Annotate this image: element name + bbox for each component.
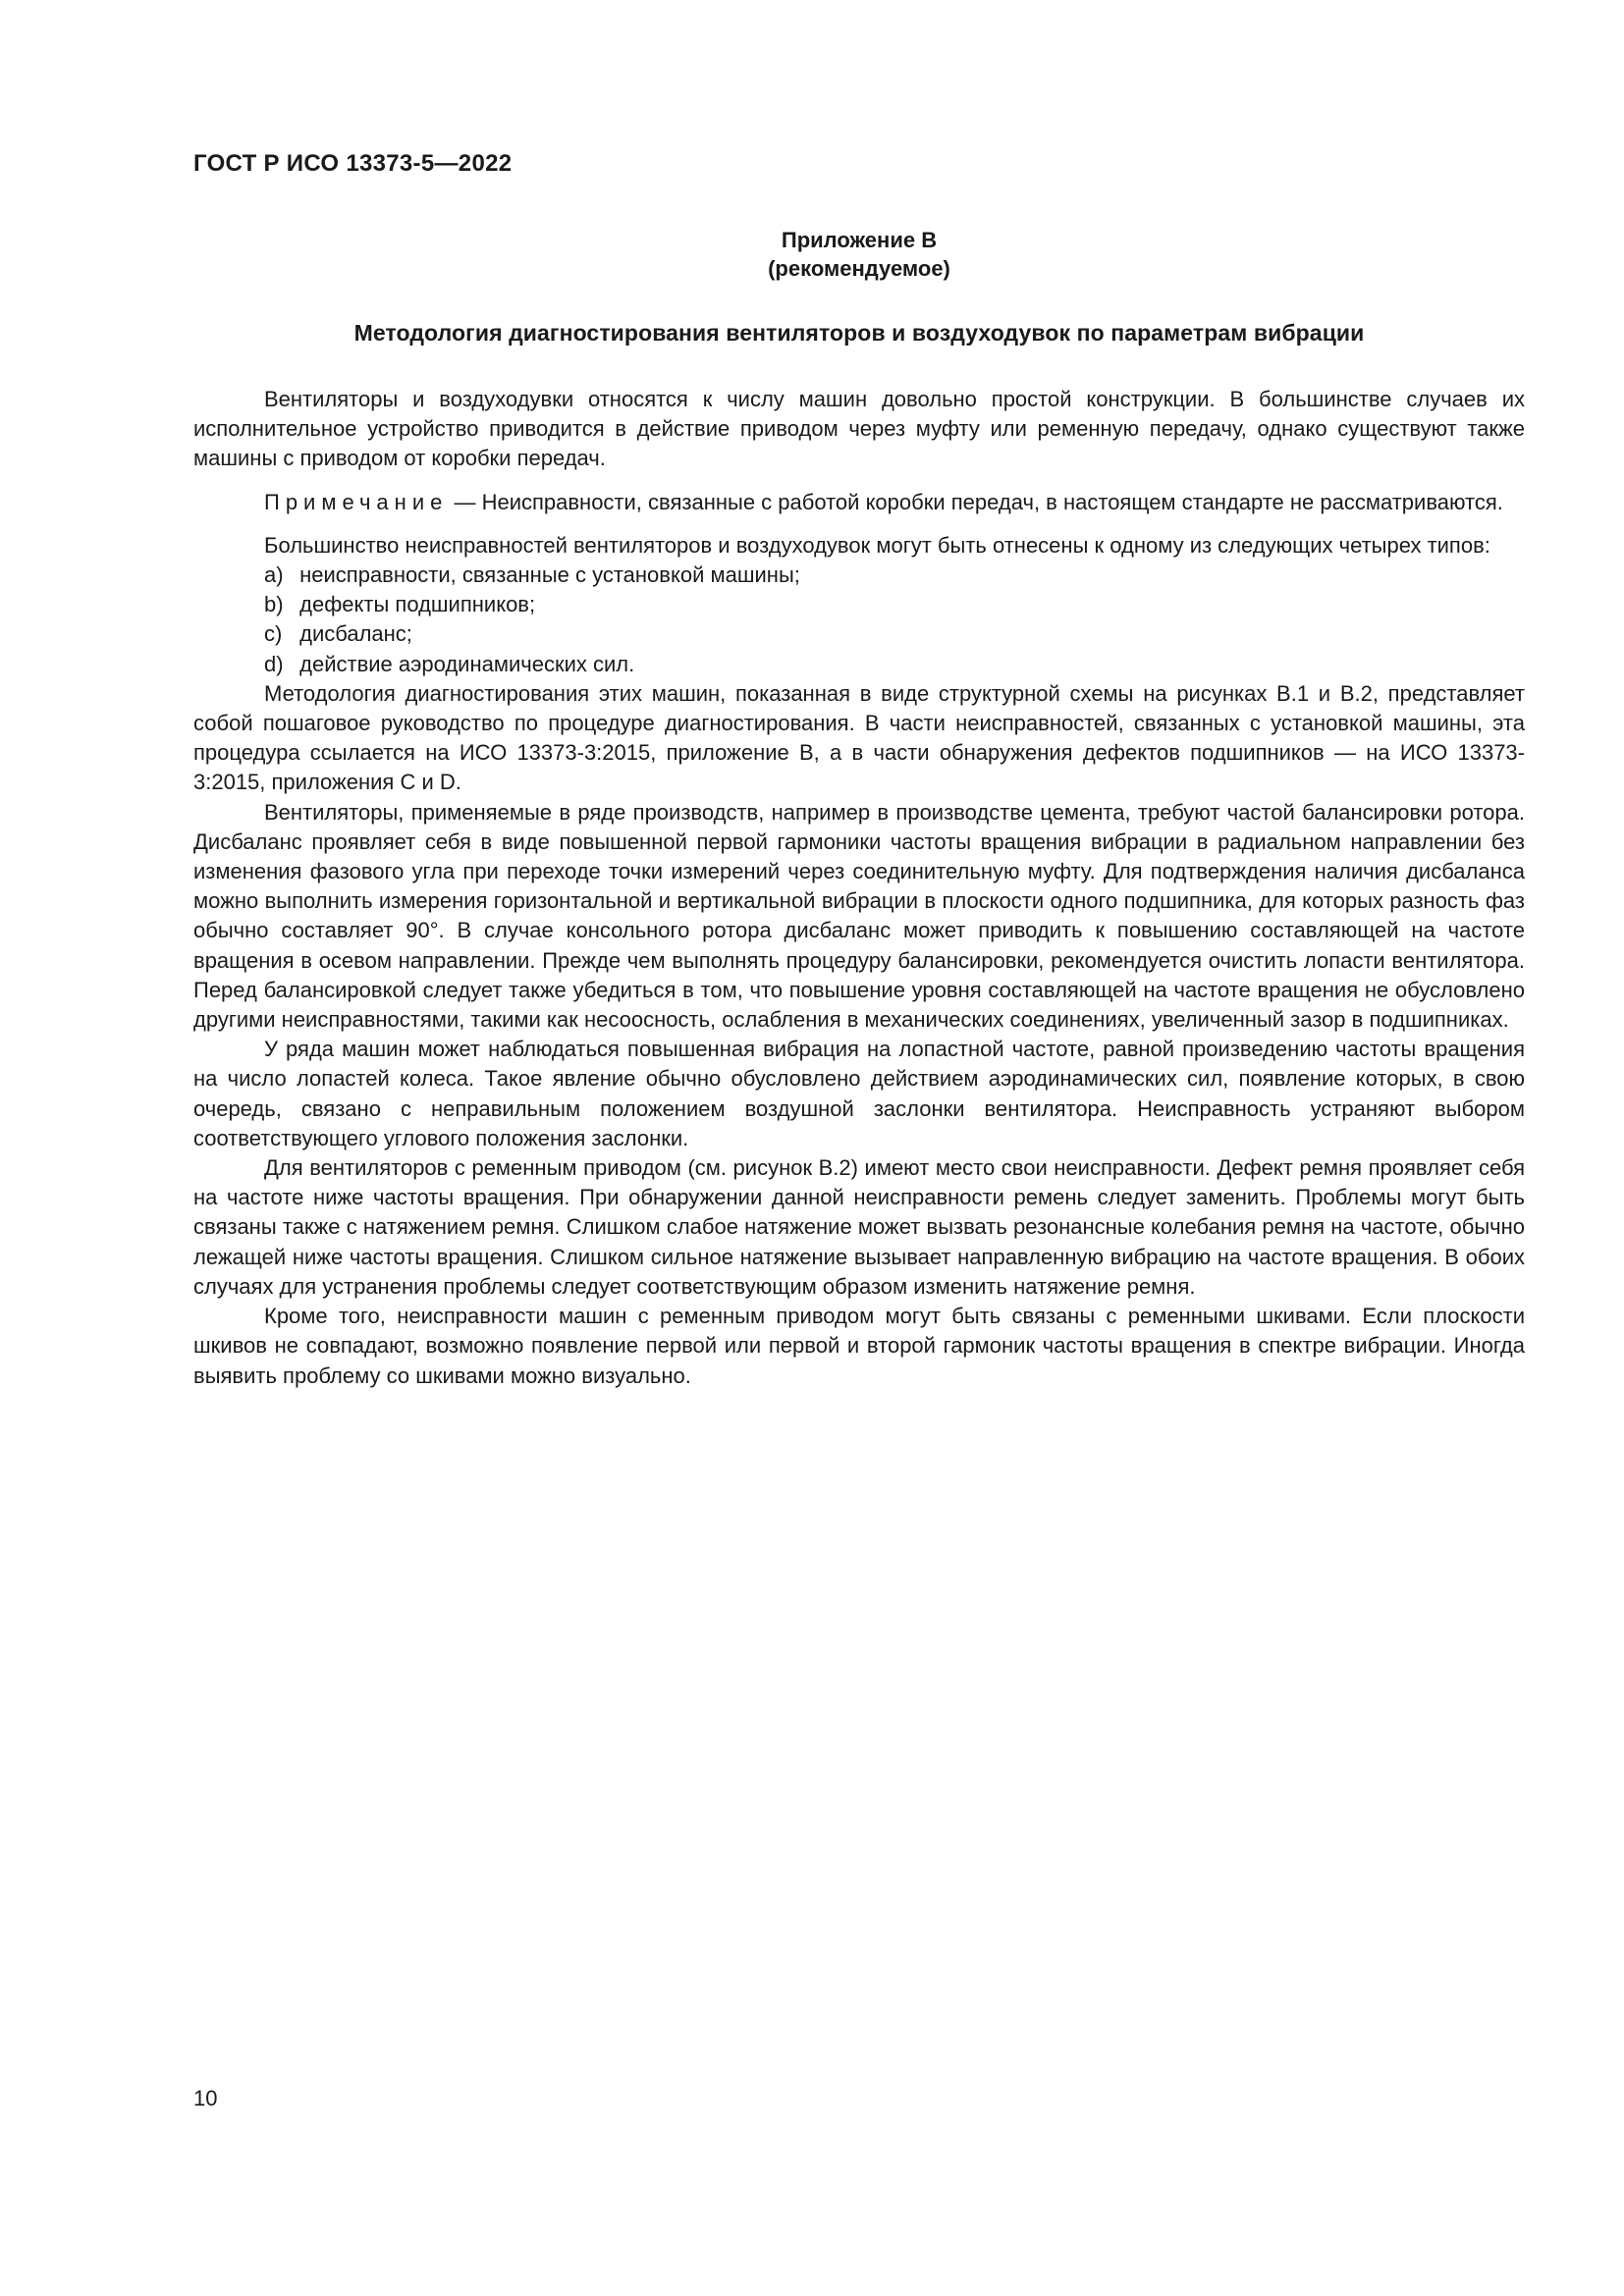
section-title: Методология диагностирования вентиляторов и воздуходувок по параметрам вибрации	[353, 320, 1365, 346]
list-item-text: дефекты подшипников;	[299, 592, 536, 617]
list-item	[193, 650, 1525, 679]
list-item	[193, 561, 1525, 590]
list-item-text: неисправности, связанные с установкой машины;	[299, 562, 800, 588]
page-number: 10	[193, 2086, 218, 2110]
standard-designation: ГОСТ Р ИСО 13373-5—2022	[193, 150, 513, 177]
list-item	[193, 590, 1525, 619]
annex-status: (рекомендуемое)	[768, 256, 950, 281]
list-marker: d)	[264, 651, 284, 676]
list-item	[193, 619, 1525, 649]
list-marker: b)	[264, 592, 284, 617]
paragraph-intro: Вентиляторы и воздуходувки относятся к числу машин довольно простой конструкции. В большинстве случаев их исполнительное устройство приводится в действие приводом через муфту или ременную передачу, однако существуют также машины с приводом от коробки передач.	[193, 387, 1525, 471]
annex-title: Приложение В	[781, 228, 938, 252]
paragraph-belt-drive: Для вентиляторов с ременным приводом (см. рисунок В.2) имеют место свои неисправности. Дефект ремня проявляет себя на частоте ниже частоты вращения. При обнаружении данной неисправности ремень следует заменить. Проблемы могут быть связаны также с натяжением ремня. Слишком слабое натяжение может вызвать резонансные колебания ремня на частоте, обычно лежащей ниже частоты вращения. Слишком сильное натяжение вызывает направленную вибрацию на частоте вращения. В обоих случаях для устранения проблемы следует соответствующим образом изменить натяжение ремня.	[193, 1155, 1525, 1299]
fault-type-list	[193, 561, 1525, 679]
paragraph-methodology: Методология диагностирования этих машин, показанная в виде структурной схемы на рисунках В.1 и В.2, представляет собой пошаговое руководство по процедуре диагностирования. В части неисправностей, связанных с установкой машины, эта процедура ссылается на ИСО 13373-3:2015, приложение В, а в части обнаружения дефектов подшипников — на ИСО 13373-3:2015, приложения С и D.	[193, 680, 1525, 795]
list-marker: c)	[264, 621, 283, 647]
note-text: — Неисправности, связанные с работой коробки передач, в настоящем стандарте не рассматриваются.	[448, 489, 1503, 514]
list-item-text: действие аэродинамических сил.	[299, 651, 635, 676]
list-marker: a)	[264, 562, 284, 588]
note-label: Примечание	[264, 489, 449, 514]
paragraph-pulleys: Кроме того, неисправности машин с ременным приводом могут быть связаны с ременными шкивами. Если плоскости шкивов не совпадают, возможно появление первой или первой и второй гармоник частоты вращения в спектре вибрации. Иногда выявить проблему со шкивами можно визуально.	[193, 1304, 1525, 1388]
annex-heading	[0, 226, 1624, 283]
paragraph-blade-frequency: У ряда машин может наблюдаться повышенная вибрация на лопастной частоте, равной произведению частоты вращения на число лопастей колеса. Такое явление обычно обусловлено действием аэродинамических сил, появление которых, в свою очередь, связано с неправильным положением воздушной заслонки вентилятора. Неисправность устраняют выбором соответствующего углового положения заслонки.	[193, 1037, 1525, 1150]
note-paragraph	[193, 488, 1525, 517]
body-text	[193, 385, 1525, 1391]
paragraph-imbalance: Вентиляторы, применяемые в ряде производств, например в производстве цемента, требуют частой балансировки ротора. Дисбаланс проявляет себя в виде повышенной первой гармоники частоты вращения вибрации в радиальном направлении без изменения фазового угла при переходе точки измерений через соединительную муфту. Для подтверждения наличия дисбаланса можно выполнить измерения горизонтальной и вертикальной вибрации в плоскости одного подшипника, для которых разность фаз обычно составляет 90°. В случае консольного ротора дисбаланс может приводить к повышению составляющей на частоте вращения в осевом направлении. Прежде чем выполнять процедуру балансировки, рекомендуется очистить лопасти вентилятора. Перед балансировкой следует также убедиться в том, что повышение уровня составляющей на частоте вращения не обусловлено другими неисправностями, такими как несоосность, ослабления в механических соединениях, увеличенный зазор в подшипниках.	[193, 799, 1525, 1033]
paragraph-fault-types: Большинство неисправностей вентиляторов и воздуходувок могут быть отнесены к одному из следующих четырех типов:	[264, 532, 1490, 558]
list-item-text: дисбаланс;	[299, 621, 412, 647]
